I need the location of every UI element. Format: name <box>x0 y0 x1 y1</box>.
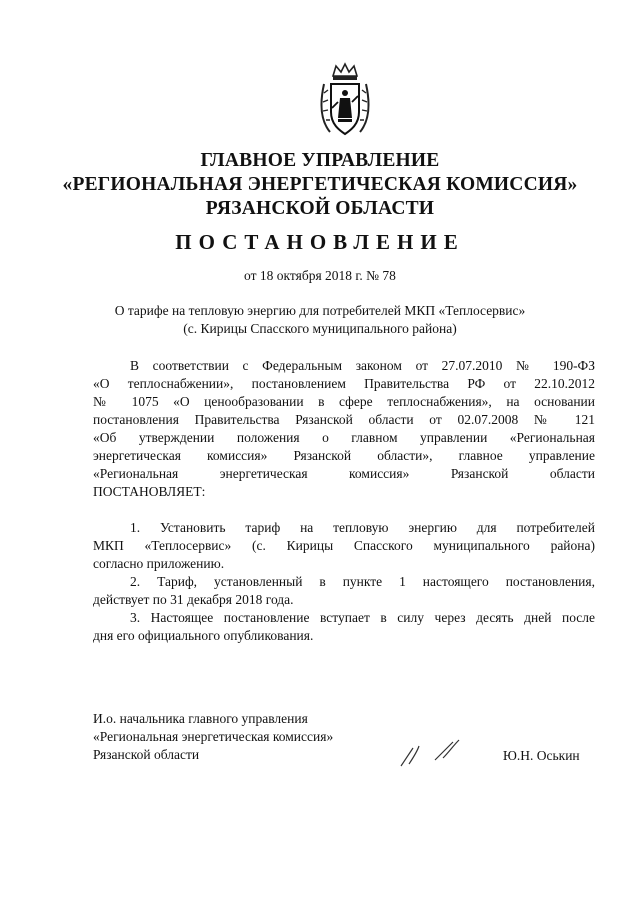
org-name-line-2: «РЕГИОНАЛЬНАЯ ЭНЕРГЕТИЧЕСКАЯ КОМИССИЯ» <box>62 174 578 195</box>
preamble-line: «Об утверждении положения о главном управлении «Региональная <box>93 430 595 445</box>
preamble-line: энергетическая комиссия» Рязанской области», главное управление <box>93 448 595 463</box>
item-2-line: 2. Тариф, установленный в пункте 1 настоящего постановления, <box>130 574 595 589</box>
preamble-line: постановления Правительства Рязанской области от 02.07.2008 № 121 <box>93 412 595 427</box>
preamble-line: «О теплоснабжении», постановлением Правительства РФ от 22.10.2012 <box>93 376 595 391</box>
document-date-number: от 18 октября 2018 г. № 78 <box>244 268 396 283</box>
document-type-title: ПОСТАНОВЛЕНИЕ <box>175 230 465 254</box>
org-name-line-1: ГЛАВНОЕ УПРАВЛЕНИЕ <box>200 150 440 171</box>
preamble-line: «Региональная энергетическая комиссия» Рязанской области <box>93 466 595 481</box>
signatory-position-line-3: Рязанской области <box>93 747 200 762</box>
signatory-position-line-1: И.о. начальника главного управления <box>93 711 308 726</box>
preamble-line-resolves: ПОСТАНОВЛЯЕТ: <box>93 484 206 499</box>
item-3-line: дня его официального опубликования. <box>93 628 314 643</box>
coat-of-arms-icon <box>318 62 372 140</box>
item-1-line: согласно приложению. <box>93 556 225 571</box>
item-1-line: МКП «Теплосервис» (с. Кирицы Спасского муниципального района) <box>93 538 595 553</box>
signatory-position-line-2: «Региональная энергетическая комиссия» <box>93 729 334 744</box>
signatory-name: Ю.Н. Оськин <box>503 748 580 763</box>
handwritten-signature-icon <box>395 734 465 770</box>
preamble-line: В соответствии с Федеральным законом от 27.07.2010 № 190-ФЗ <box>130 358 595 373</box>
item-3-line: 3. Настоящее постановление вступает в силу через десять дней после <box>130 610 595 625</box>
preamble-line: № 1075 «О ценообразовании в сфере теплоснабжения», на основании <box>93 394 595 409</box>
item-1-line: 1. Установить тариф на тепловую энергию для потребителей <box>130 520 595 535</box>
item-2-line: действует по 31 декабря 2018 года. <box>93 592 294 607</box>
subject-line-1: О тарифе на тепловую энергию для потребителей МКП «Теплосервис» <box>114 303 526 318</box>
org-name-line-3: РЯЗАНСКОЙ ОБЛАСТИ <box>205 198 435 219</box>
subject-line-2: (с. Кирицы Спасского муниципального района) <box>183 321 457 336</box>
